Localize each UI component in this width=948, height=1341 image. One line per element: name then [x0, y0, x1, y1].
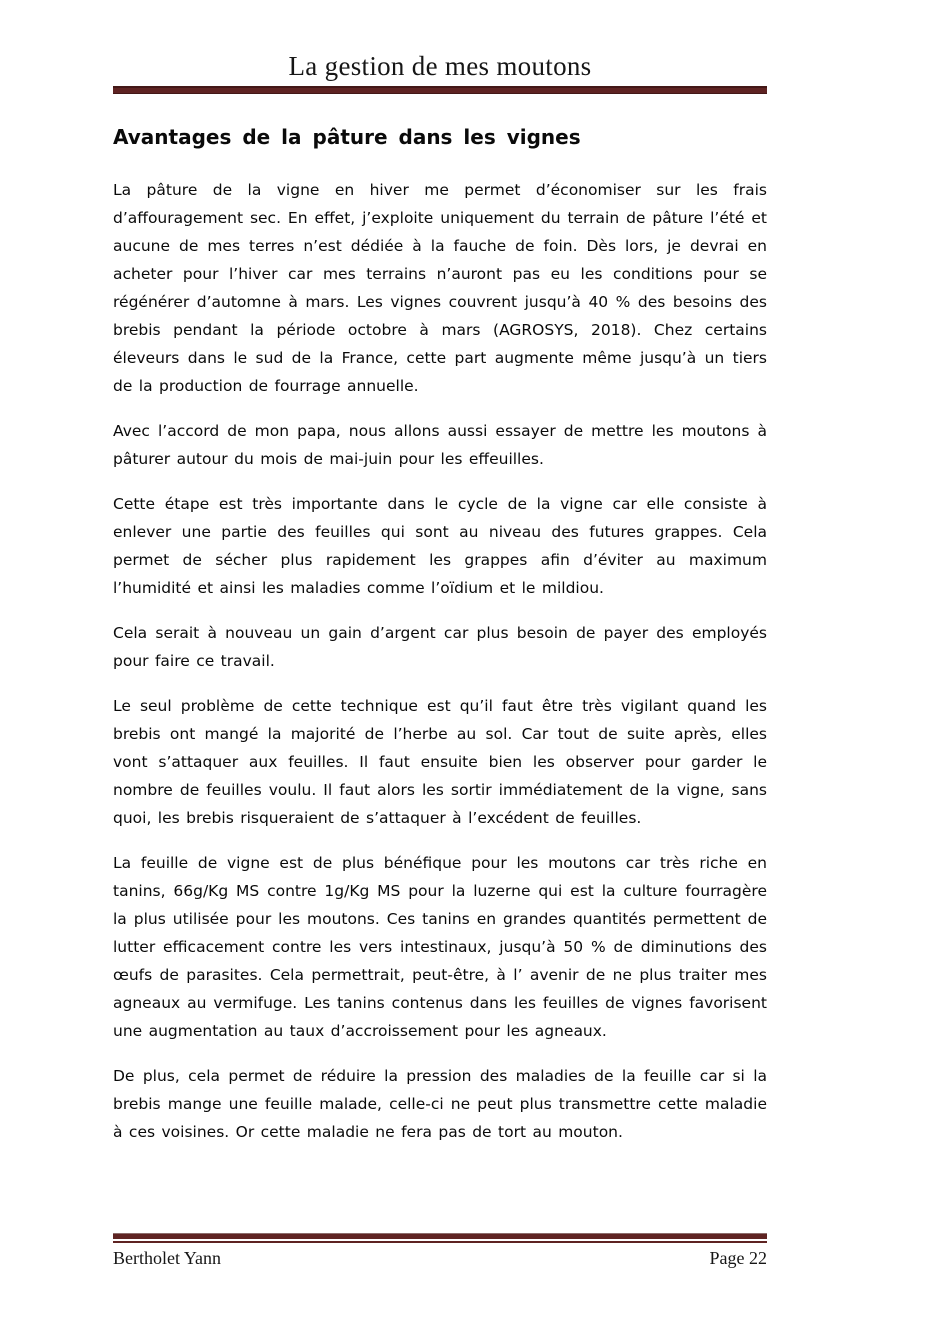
document-title: La gestion de mes moutons: [288, 51, 592, 81]
footer-author: Bertholet Yann: [113, 1248, 221, 1268]
paragraph-maladies-feuille: De plus, cela permet de réduire la pression des maladies de la feuille car si la brebis mange une feuille malade, celle-ci ne peut plus transmettre cette maladie à ces voisines. Or cette maladie ne fera pas de tort au mouton.: [113, 1067, 767, 1141]
paragraph-effeuillage-importance: Cette étape est très importante dans le cycle de la vigne car elle consiste à enlever une partie des feuilles qui sont au niveau des futures grappes. Cela permet de sécher plus rapidement les grappes afin d’éviter au maximum l’humidité et ainsi les maladies comme l’oïdium et le mildiou.: [113, 495, 767, 597]
footer-page-number: Page 22: [709, 1248, 767, 1268]
paragraph-tanins-benefices: La feuille de vigne est de plus bénéfique pour les moutons car très riche en tanins, 66g/Kg MS contre 1g/Kg MS pour la luzerne qui est la culture fourragère la plus utilisée pour les moutons. Ces tanins en grandes quantités permettent de lutter efficacement contre les vers intestinaux, jusqu’à 50 % de diminutions des œufs de parasites. Cela permettrait, peut-être, à l’ avenir de ne plus traiter mes agneaux au vermifuge. Les tanins contenus dans les feuilles de vignes favorisent une augmentation au taux d’accroissement pour les agneaux.: [113, 854, 767, 1040]
header-rule: [113, 86, 767, 94]
paragraph-gain-argent: Cela serait à nouveau un gain d’argent car plus besoin de payer des employés pour faire ce travail.: [113, 624, 767, 670]
document-body: [0, 125, 948, 1146]
page-footer: [113, 1233, 767, 1269]
paragraph-technique-probleme: Le seul problème de cette technique est qu’il faut être très vigilant quand les brebis ont mangé la majorité de l’herbe au sol. Car tout de suite après, elles vont s’attaquer aux feuilles. Il faut ensuite bien les observer pour garder le nombre de feuilles voulu. Il faut alors les sortir immédiatement de la vigne, sans quoi, les brebis risqueraient de s’attaquer à l’excédent de feuilles.: [113, 697, 767, 827]
footer-rule-thin: [113, 1241, 767, 1243]
paragraph-pasture-winter: La pâture de la vigne en hiver me permet d’économiser sur les frais d’affouragement sec. En effet, j’exploite uniquement du terrain de pâture l’été et aucune de mes terres n’est dédiée à la fauche de foin. Dès lors, je devrai en acheter pour l’hiver car mes terrains n’auront pas eu les conditions pour se régénérer d’automne à mars. Les vignes couvrent jusqu’à 40 % des besoins des brebis pendant la période octobre à mars (AGROSYS, 2018). Chez certains éleveurs dans le sud de la France, cette part augmente même jusqu’à un tiers de la production de fourrage annuelle.: [113, 181, 767, 395]
section-heading: Avantages de la pâture dans les vignes: [113, 125, 581, 149]
footer-rule-thick: [113, 1233, 767, 1239]
footer-row: [113, 1248, 767, 1269]
page-header: [0, 0, 948, 94]
paragraph-effeuilles-plan: Avec l’accord de mon papa, nous allons aussi essayer de mettre les moutons à pâturer autour du mois de mai-juin pour les effeuilles.: [113, 422, 767, 468]
